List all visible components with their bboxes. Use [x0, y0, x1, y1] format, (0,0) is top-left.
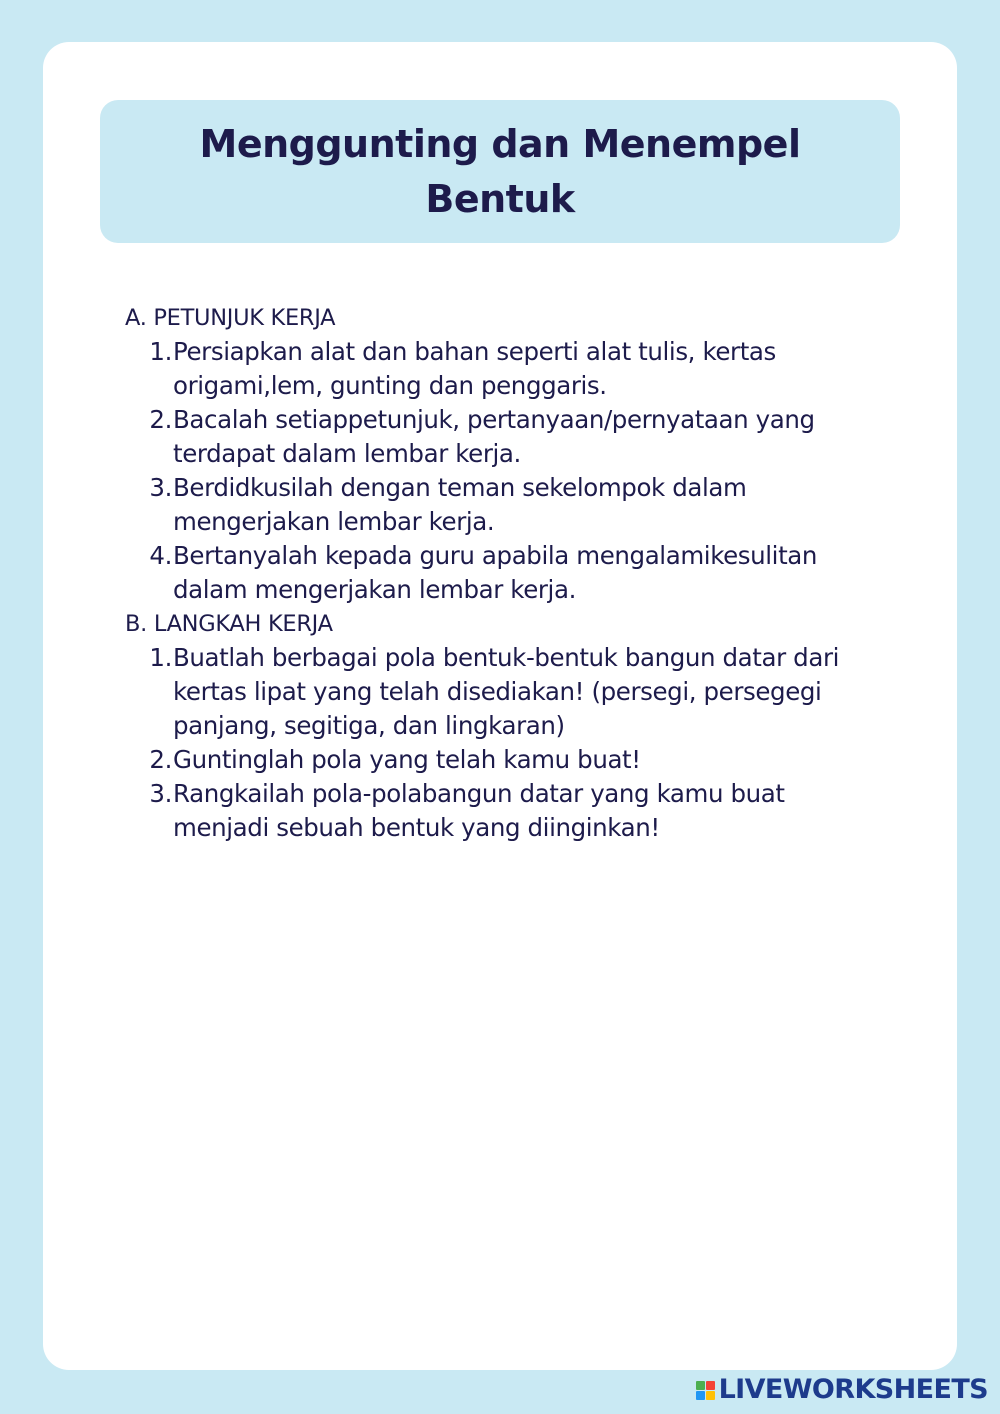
list-number: 3.: [149, 473, 172, 502]
list-number: 2.: [149, 405, 172, 434]
worksheet-content: [125, 301, 885, 845]
list-item: [125, 743, 885, 777]
list-text: Persiapkan alat dan bahan seperti alat tulis, kertas origami,lem, gunting dan penggaris.: [173, 337, 776, 400]
logo-square-red: [706, 1381, 715, 1390]
worksheet-card: [43, 42, 957, 1370]
list-number: 4.: [149, 541, 172, 570]
logo-square-blue: [696, 1391, 705, 1400]
logo-square-green: [696, 1381, 705, 1390]
list-item: [125, 777, 885, 845]
list-text: Guntinglah pola yang telah kamu buat!: [173, 745, 641, 774]
liveworksheets-logo-icon: [696, 1381, 715, 1400]
list-text: Rangkailah pola-polabangun datar yang kamu buat menjadi sebuah bentuk yang diinginkan!: [173, 779, 785, 842]
list-number: 1.: [149, 337, 172, 366]
section-heading-langkah: B. LANGKAH KERJA: [125, 611, 333, 637]
list-number: 2.: [149, 745, 172, 774]
list-text: Berdidkusilah dengan teman sekelompok dalam mengerjakan lembar kerja.: [173, 473, 747, 536]
list-item: [125, 403, 885, 471]
section-heading-petunjuk: A. PETUNJUK KERJA: [125, 305, 336, 331]
list-number: 1.: [149, 643, 172, 672]
list-item: [125, 471, 885, 539]
list-text: Buatlah berbagai pola bentuk-bentuk bangun datar dari kertas lipat yang telah disediakan! (persegi, persegegi panjang, segitiga, dan lingkaran): [173, 643, 840, 740]
brand-name: LIVEWORKSHEETS: [718, 1374, 988, 1405]
list-number: 3.: [149, 779, 172, 808]
logo-square-yellow: [706, 1391, 715, 1400]
list-text: Bacalah setiappetunjuk, pertanyaan/pernyataan yang terdapat dalam lembar kerja.: [173, 405, 815, 468]
title-banner: [100, 100, 900, 243]
list-item: [125, 641, 885, 743]
liveworksheets-watermark[interactable]: [696, 1375, 988, 1405]
list-item: [125, 539, 885, 607]
list-item: [125, 335, 885, 403]
petunjuk-list: [125, 335, 885, 607]
list-text: Bertanyalah kepada guru apabila mengalamikesulitan dalam mengerjakan lembar kerja.: [173, 541, 818, 604]
langkah-list: [125, 641, 885, 845]
page-title: Menggunting dan Menempel Bentuk: [199, 121, 801, 221]
